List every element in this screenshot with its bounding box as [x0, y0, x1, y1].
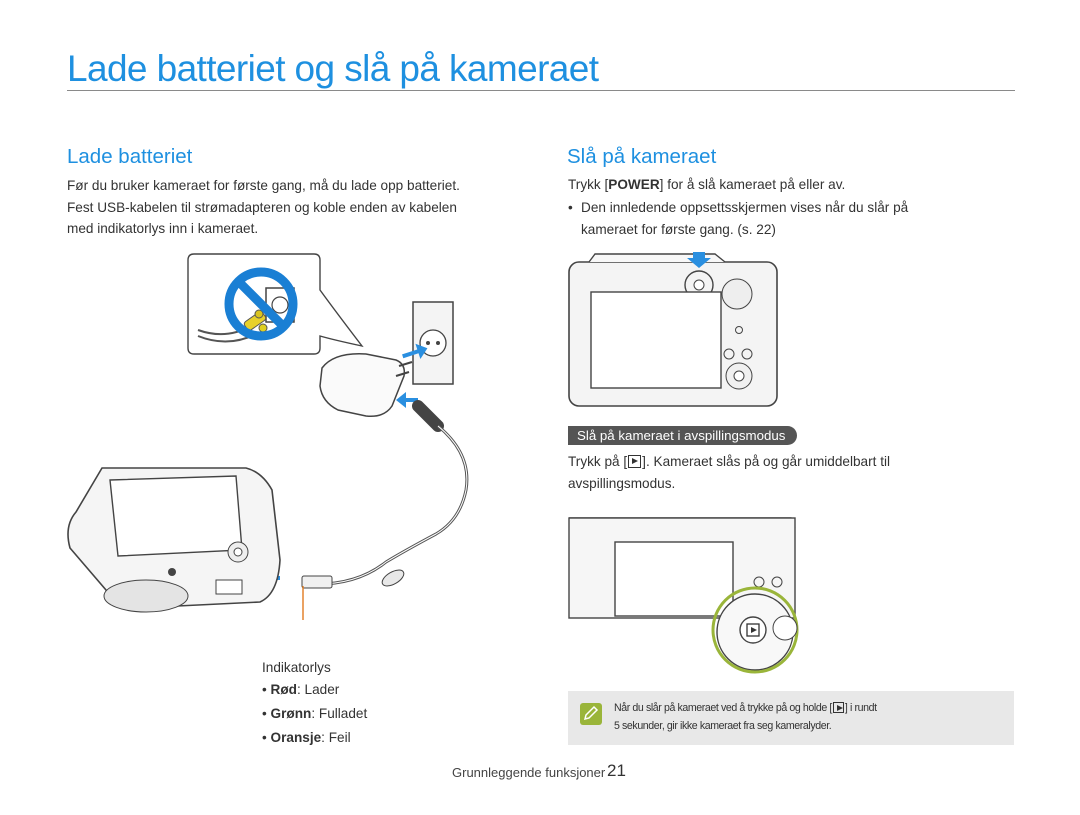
- indicator-color: Oransje: [270, 730, 322, 745]
- camera-playback-illustration: [565, 510, 805, 675]
- playback-mode-heading: Slå på kameraet i avspillingsmodus: [568, 426, 797, 445]
- note-pencil-icon: [580, 703, 602, 725]
- usb-plug: [418, 406, 438, 426]
- micro-usb-plug: [302, 576, 332, 588]
- bullet-dot: •: [568, 200, 573, 215]
- right-section-heading: Slå på kameraet: [567, 145, 717, 168]
- indicator-legend: [262, 678, 367, 750]
- indicator-item: • Rød: Lader: [262, 682, 340, 697]
- camera-screen: [615, 542, 733, 616]
- instruction-line: Før du bruker kameraet for første gang, må du lade opp batteriet.: [67, 178, 460, 193]
- indicator-meaning: Feil: [328, 730, 351, 745]
- indicator-color: Grønn: [270, 706, 312, 721]
- note-box: [568, 691, 1014, 745]
- page-title: Lade batteriet og slå på kameraet: [67, 48, 599, 89]
- left-section-heading: Lade batteriet: [67, 145, 193, 168]
- page-number: 21: [607, 761, 626, 780]
- power-instruction: Trykk [POWER] for å slå kameraet på eller av.: [568, 177, 846, 192]
- power-key: POWER: [608, 177, 660, 192]
- bullet-dot: •: [262, 706, 267, 721]
- mode-dial: [722, 279, 752, 309]
- charging-instructions: [67, 175, 517, 240]
- power-adapter: [320, 354, 412, 417]
- indicator-meaning: Fulladet: [318, 706, 368, 721]
- camera-body: [68, 468, 280, 612]
- playback-instruction: Trykk på [ ]. Kameraet slås på og går umiddelbart til avspillingsmodus.: [568, 454, 891, 491]
- indicator-item: • Oransje: Feil: [262, 730, 351, 745]
- camera-power-illustration: [565, 252, 785, 412]
- camera-screen: [591, 292, 721, 388]
- setup-note: • Den innledende oppsettsskjermen vises når du slår på kameraet for første gang. (s. 22): [568, 197, 1008, 240]
- indicator-item: • Grønn: Fulladet: [262, 706, 368, 721]
- wall-socket: [413, 302, 453, 384]
- indicator-label: Indikatorlys: [262, 660, 331, 675]
- cable-ferrite: [380, 567, 407, 589]
- indicator-meaning: Lader: [304, 682, 340, 697]
- instruction-line: Fest USB-kabelen til strømadapteren og koble enden av kabelen: [67, 199, 457, 215]
- note-text: Når du slår på kameraet ved å trykke på og holde [ ] i rundt 5 sekunder, gir ikke kameraet fra seg kameralyder.: [614, 702, 877, 732]
- charging-illustration: [66, 250, 486, 620]
- bullet-dot: •: [262, 730, 267, 745]
- bullet-dot: •: [262, 682, 267, 697]
- indicator-color: Rød: [270, 682, 297, 697]
- footer-section: Grunnleggende funksjoner: [452, 765, 606, 780]
- instruction-line: med indikatorlys inn i kameraet.: [67, 221, 259, 236]
- playback-button-icon: [628, 455, 641, 468]
- playback-button-icon: [833, 702, 844, 713]
- title-divider: [67, 90, 1015, 91]
